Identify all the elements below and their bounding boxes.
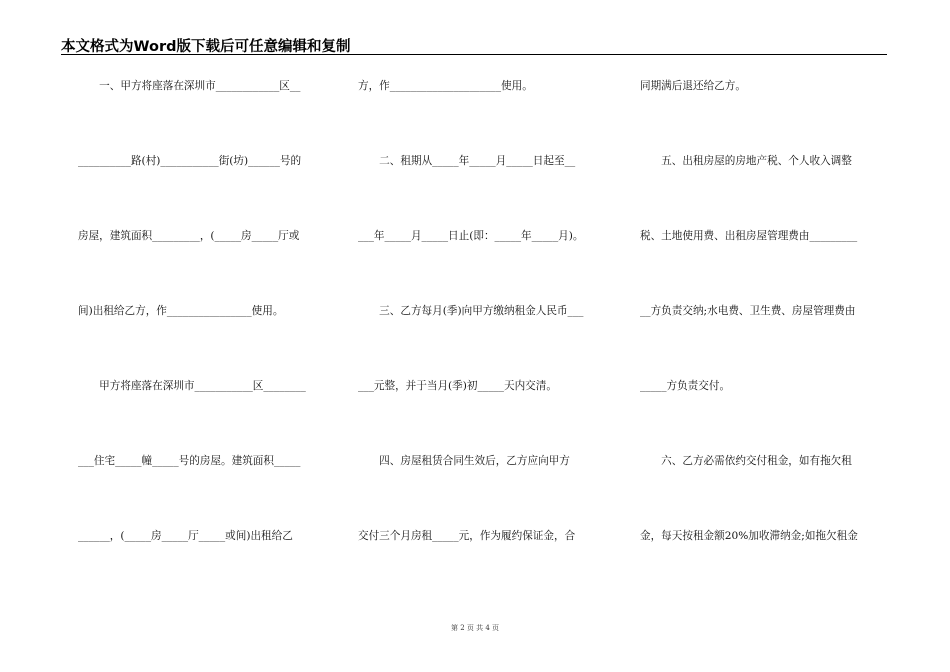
header-divider [61,54,887,55]
page-number-footer: 第 2 页 共 4 页 [450,624,500,632]
text-line: 间)出租给乙方，作________________使用。 [78,305,284,317]
text-line: ___元整，并于当月(季)初_____天内交清。 [358,380,557,392]
text-line: __________路(村)___________街(坊)______号的 [78,155,302,167]
text-line: 交付三个月房租_____元，作为履约保证金，合 [358,530,576,542]
text-line: _____方负责交付。 [640,380,731,392]
text-line: 一、甲方将座落在深圳市____________区__ [78,80,301,92]
text-line: 三、乙方每月(季)向甲方缴纳租金人民币___ [358,305,584,317]
text-line: 同期满后退还给乙方。 [640,80,746,92]
text-line: ______，(_____房_____厅_____或间)出租给乙 [78,530,293,542]
text-line: ___住宅_____幢_____号的房屋。建筑面积_____ [78,455,301,467]
text-line: 甲方将座落在深圳市___________区________ [78,380,306,392]
text-line: 四、房屋租赁合同生效后，乙方应向甲方 [358,455,570,467]
text-line: 金，每天按租金额20%加收滞纳金;如拖欠租金 [640,530,858,542]
text-line: 方，作_____________________使用。 [358,80,533,92]
text-line: 税、土地使用费、出租房屋管理费由_________ [640,230,858,242]
text-line: 二、租期从_____年_____月_____日起至__ [358,155,576,167]
document-header-title: 本文格式为Word版下载后可任意编辑和复制 [61,39,351,55]
text-line: 六、乙方必需依约交付租金，如有拖欠租 [640,455,852,467]
text-line: ___年_____月_____日止(即：_____年_____月)。 [358,230,584,242]
text-line: 五、出租房屋的房地产税、个人收入调整 [640,155,852,167]
text-line: 房屋，建筑面积_________，(_____房_____厅或 [78,230,300,242]
text-line: __方负责交纳;水电费、卫生费、房屋管理费由 [640,305,856,317]
